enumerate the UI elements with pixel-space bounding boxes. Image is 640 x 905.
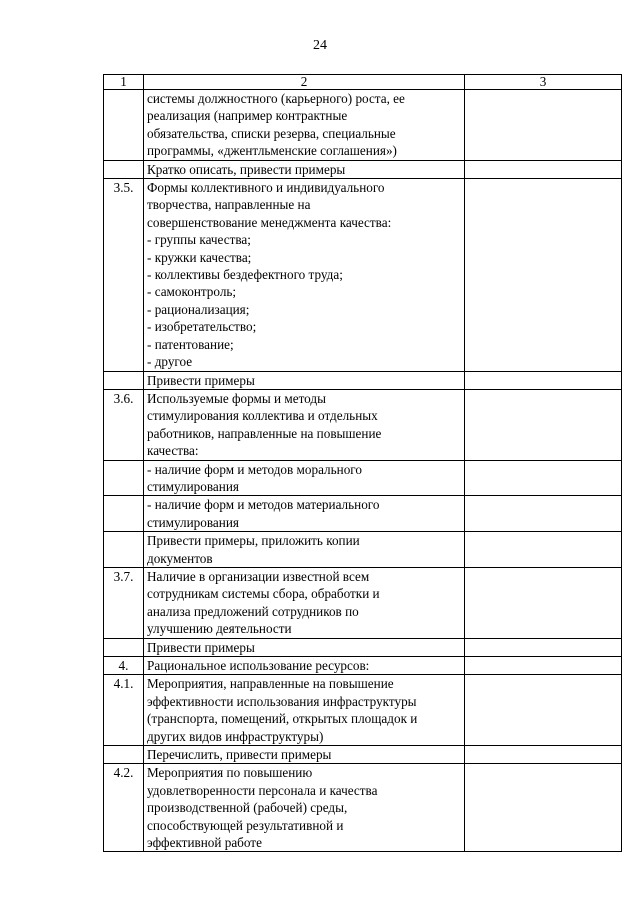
description-line: эффективности использования инфраструктуры: [147, 693, 417, 709]
table-header-row: [104, 75, 622, 90]
item-number: 3.7.: [104, 567, 144, 638]
description-line: производственной (рабочей) среды,: [147, 800, 348, 816]
description-line: Мероприятия по повышению: [147, 765, 313, 781]
answer-cell: [465, 371, 622, 389]
description-line: стимулирования: [147, 478, 239, 494]
answer-cell: [465, 532, 622, 568]
description-line: стимулирования: [147, 514, 239, 530]
answer-cell: [465, 764, 622, 852]
description-line: других видов инфраструктуры): [147, 728, 324, 744]
table-row: [104, 567, 622, 638]
description-line: Перечислить, привести примеры: [147, 747, 332, 763]
answer-cell: [465, 638, 622, 656]
description-line: Привести примеры, приложить копии: [147, 533, 360, 549]
description-line: - патентование;: [147, 336, 234, 352]
item-description: [144, 638, 465, 656]
description-line: Наличие в организации известной всем: [147, 568, 370, 584]
table-row: [104, 179, 622, 371]
description-line: программы, «джентльменские соглашения»): [147, 143, 397, 159]
item-number: [104, 746, 144, 764]
item-number: [104, 532, 144, 568]
description-line: - изобретательство;: [147, 319, 257, 335]
item-description: [144, 532, 465, 568]
table-row: [104, 90, 622, 161]
item-description: [144, 90, 465, 161]
description-line: Рациональное использование ресурсов:: [147, 658, 370, 673]
description-line: способствующей результативной и: [147, 817, 344, 833]
item-number: 3.5.: [104, 179, 144, 371]
header-col-2: 2: [144, 75, 465, 90]
description-line: эффективной работе: [147, 835, 262, 851]
item-number: [104, 371, 144, 389]
description-line: Кратко описать, привести примеры: [147, 161, 346, 177]
description-line: - коллективы бездефектного труда;: [147, 267, 343, 283]
description-line: Мероприятия, направленные на повышение: [147, 676, 394, 692]
description-line: системы должностного (карьерного) роста, ее: [147, 91, 405, 106]
item-description: [144, 567, 465, 638]
table-row: [104, 638, 622, 656]
description-line: Формы коллективного и индивидуального: [147, 180, 385, 196]
description-line: - наличие форм и методов материального: [147, 497, 380, 513]
description-line: - группы качества;: [147, 232, 251, 248]
page-number: 24: [313, 38, 327, 53]
item-description: [144, 746, 465, 764]
description-line: удовлетворенности персонала и качества: [147, 782, 378, 798]
answer-cell: [465, 746, 622, 764]
description-line: - кружки качества;: [147, 249, 252, 265]
item-description: [144, 496, 465, 532]
table-row: [104, 389, 622, 460]
description-line: Используемые формы и методы: [147, 390, 326, 406]
questionnaire-table: [103, 74, 622, 852]
description-line: - наличие форм и методов морального: [147, 461, 362, 477]
item-number: 4.: [104, 657, 144, 675]
item-number: 3.6.: [104, 389, 144, 460]
table-row: [104, 160, 622, 178]
item-description: [144, 460, 465, 496]
description-line: улучшению деятельности: [147, 621, 292, 637]
table-row: [104, 496, 622, 532]
item-number: 4.2.: [104, 764, 144, 852]
answer-cell: [465, 460, 622, 496]
description-line: стимулирования коллектива и отдельных: [147, 408, 378, 424]
answer-cell: [465, 90, 622, 161]
description-line: Привести примеры: [147, 639, 255, 655]
item-description: [144, 371, 465, 389]
item-description: [144, 657, 465, 675]
description-line: документов: [147, 550, 213, 566]
table-row: [104, 764, 622, 852]
table-row: [104, 371, 622, 389]
header-col-1: 1: [104, 75, 144, 90]
answer-cell: [465, 496, 622, 532]
answer-cell: [465, 567, 622, 638]
description-line: работников, направленные на повышение: [147, 425, 382, 441]
item-number: [104, 496, 144, 532]
table-row: [104, 675, 622, 746]
answer-cell: [465, 657, 622, 675]
item-description: [144, 179, 465, 371]
description-line: качества:: [147, 443, 199, 459]
description-line: совершенствование менеджмента качества:: [147, 214, 392, 230]
item-description: [144, 675, 465, 746]
description-line: - другое: [147, 354, 193, 370]
table-body: [104, 75, 622, 852]
description-line: Привести примеры: [147, 372, 255, 388]
item-number: [104, 90, 144, 161]
table-row: [104, 532, 622, 568]
description-line: (транспорта, помещений, открытых площадок и: [147, 711, 418, 727]
description-line: обязательства, списки резерва, специальные: [147, 125, 396, 141]
description-line: - рационализация;: [147, 301, 250, 317]
description-line: - самоконтроль;: [147, 284, 237, 300]
description-line: сотрудникам системы сбора, обработки и: [147, 586, 380, 602]
table-row: [104, 746, 622, 764]
answer-cell: [465, 675, 622, 746]
item-description: [144, 764, 465, 852]
item-number: [104, 638, 144, 656]
description-line: творчества, направленные на: [147, 197, 311, 213]
table-row: [104, 657, 622, 675]
description-line: анализа предложений сотрудников по: [147, 603, 359, 619]
item-description: [144, 389, 465, 460]
answer-cell: [465, 389, 622, 460]
item-number: 4.1.: [104, 675, 144, 746]
answer-cell: [465, 160, 622, 178]
item-number: [104, 160, 144, 178]
table-row: [104, 460, 622, 496]
item-number: [104, 460, 144, 496]
item-description: [144, 160, 465, 178]
description-line: реализация (например контрактные: [147, 108, 348, 124]
answer-cell: [465, 179, 622, 371]
header-col-3: 3: [465, 75, 622, 90]
